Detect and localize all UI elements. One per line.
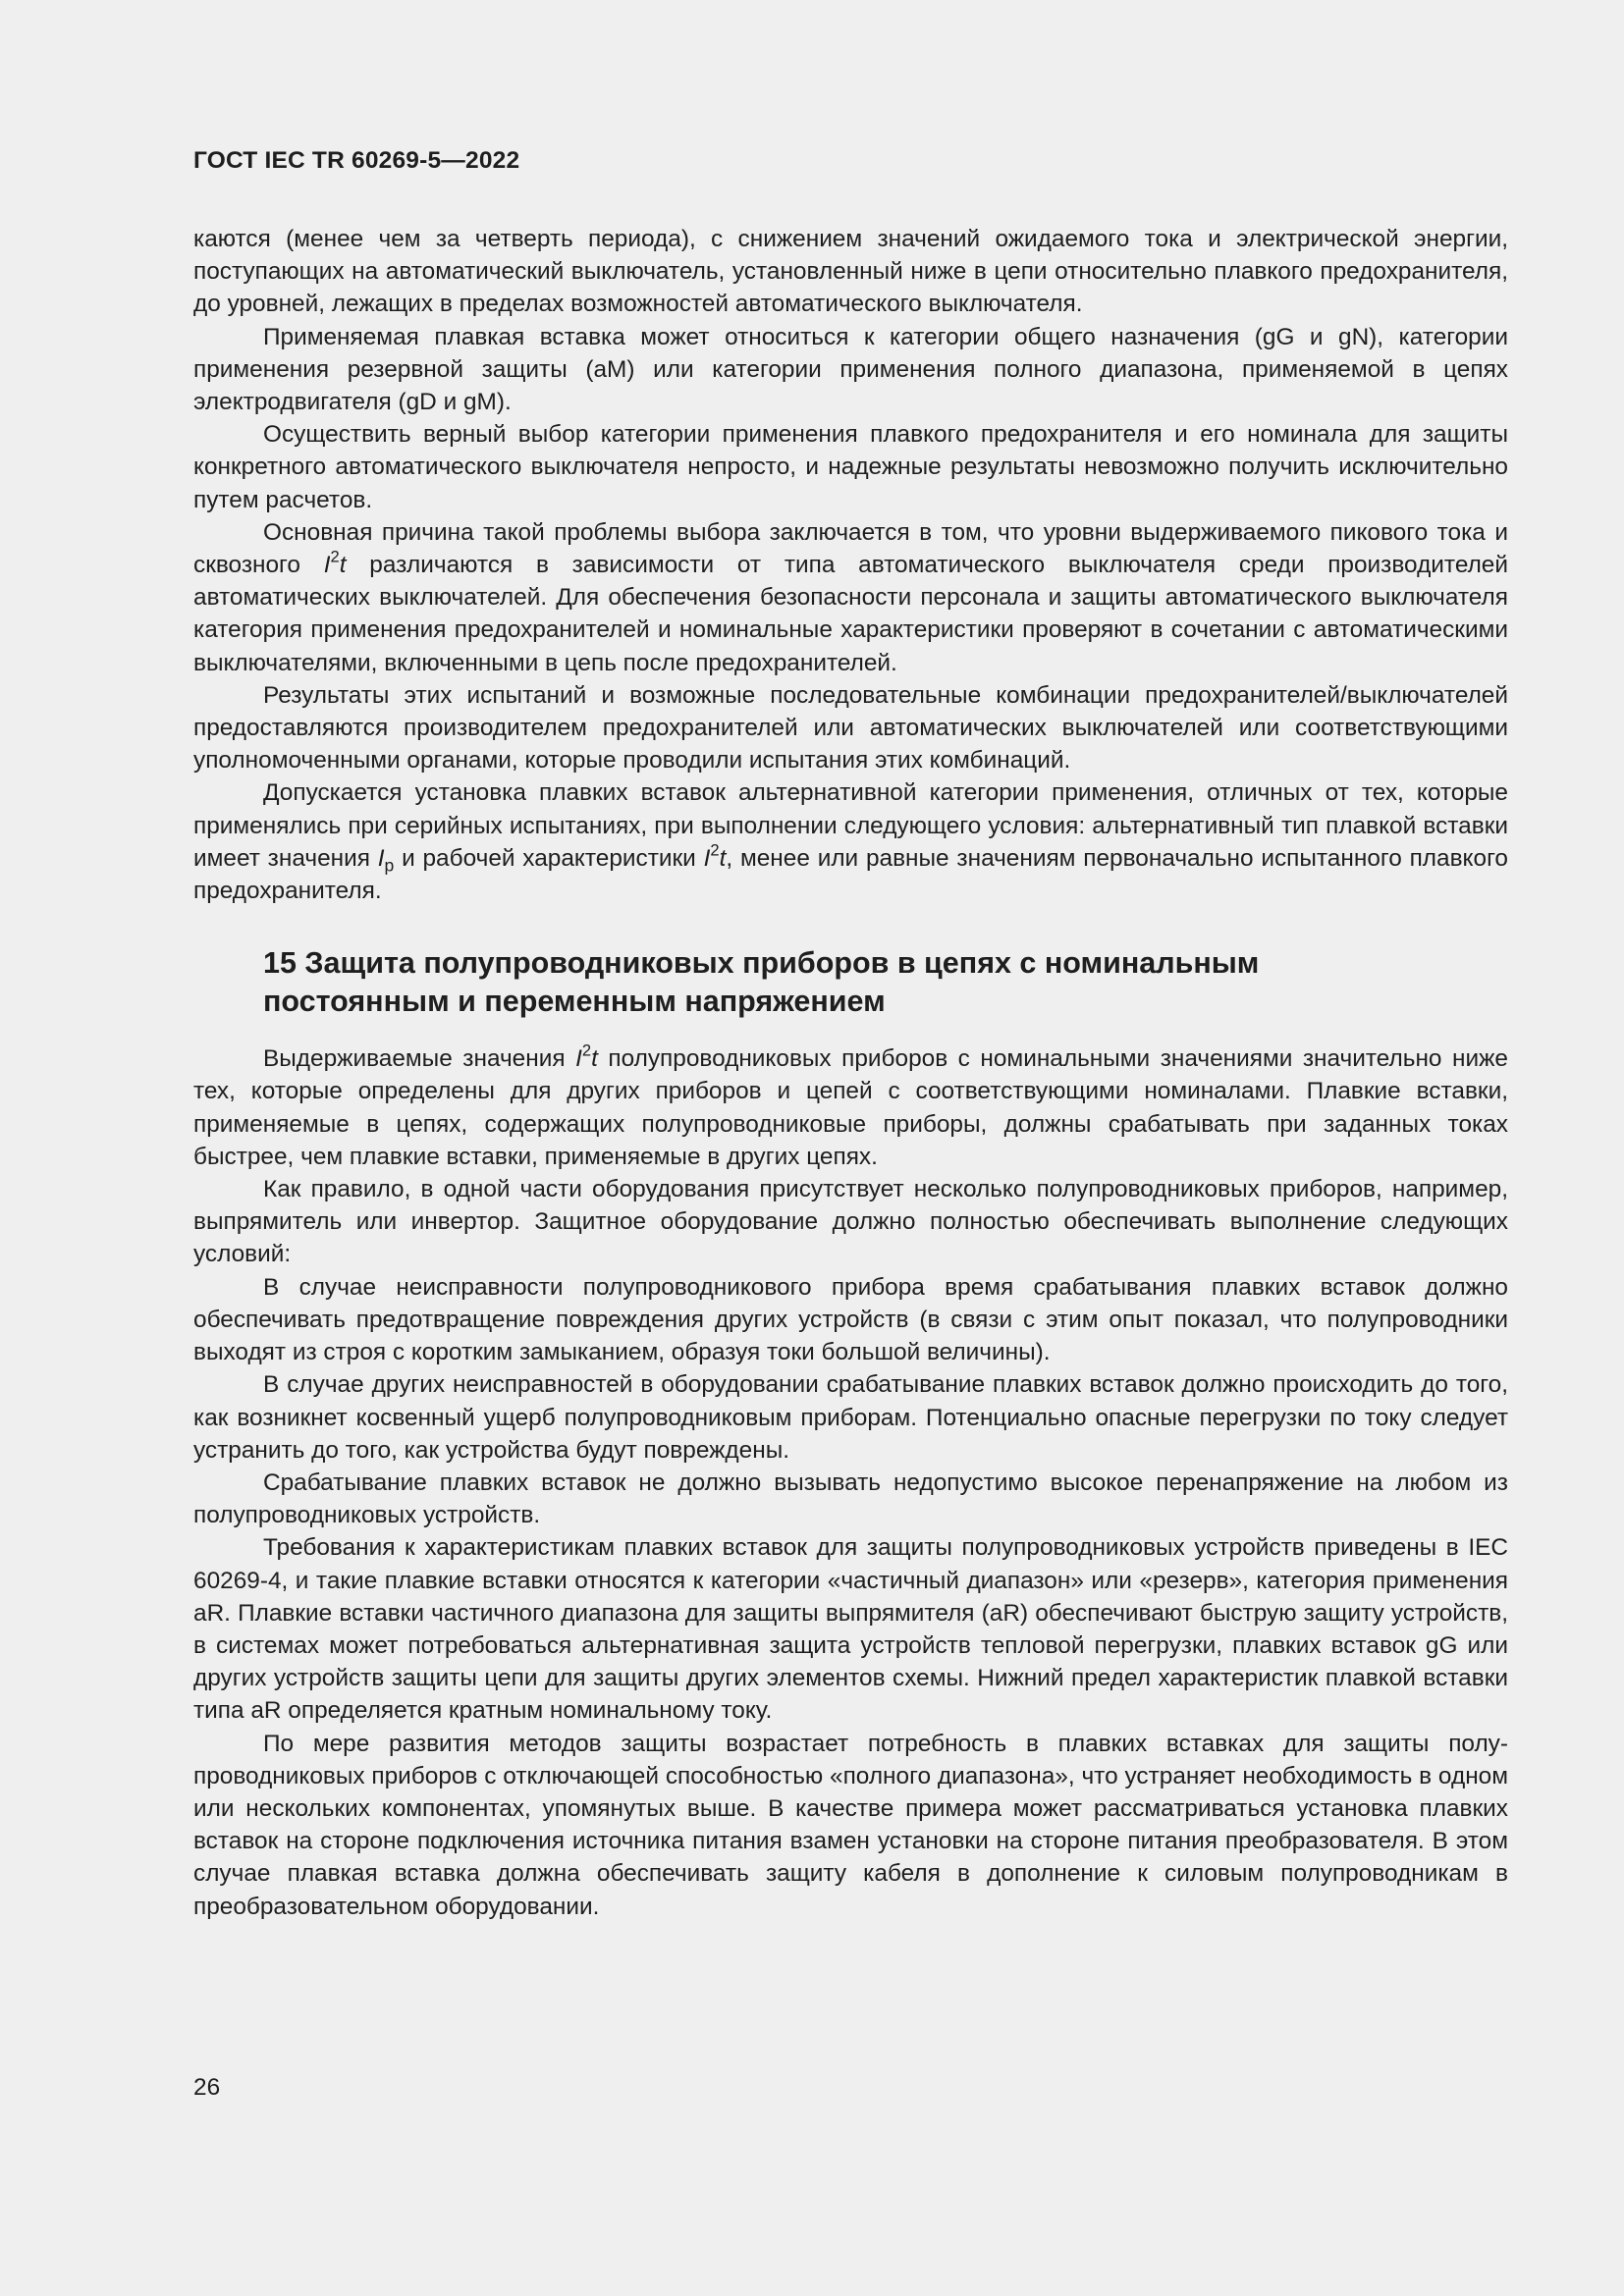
page-number: 26 [193,2074,221,2101]
paragraph-continuation: каются (менее чем за четверть периода), с снижением значений ожидаемого тока и электрической энергии, поступающих на автоматический выключатель, установленный ниже в цепи относительно плавкого предохранителя, до уровней, лежащих в пределах возможностей автоматического выключателя. [193,226,1508,318]
paragraph-fuse-categories: Применяемая плавкая вставка может относиться к категории общего назначения (gG и gN), категории применения резервной защиты (aM) или категории применения полного диапазона, применяемой в цепях электродвигателя (gD и gM). [193,323,1508,416]
paragraph-test-results: Результаты этих испытаний и возможные последовательные комбинации предохранителей/выключателей предоставляются производителем предохранителей или автоматических выключателей или соответствующими уполномоченными органами, которые проводили испытания этих комбинаций. [193,681,1508,774]
paragraph-selection-problem: Основная причина такой проблемы выбора заключается в том, что уровни выдерживаемого пикового тока и сквозного $I^2t$ различаются в зависимости от типа автоматического выключателя среди производителей автоматических выключателей. Для обеспечения безопасности персонала и защиты автоматического выключателя категория применения предохранителей и номинальные характеристики проверяют в сочетании с автоматическими выключателями, включенными в цепь после предохранителей. [193,518,1508,676]
paragraph-condition-overvoltage: Срабатывание плавких вставок не должно вызывать недопустимо высокое перенапряжение на любом из полупроводниковых устройств. [193,1468,1508,1529]
paragraph-alternative-fuses: Допускается установка плавких вставок альтернативной категории применения, отличных от тех, которые применялись при серийных испытаниях, при выполнении следующего условия: альтернативный тип плавкой вставки имеет значения $I_p$ и рабочей характеристики $I^2t$, менее или равные значениям первоначально испытанного плавкого предохранителя. [193,779,1508,905]
paragraph-condition-failure: В случае неисправности полупроводникового прибора время срабатывания плавких вставок должно обеспечивать предотвращение повреждения других устройств (в связи с этим опыт показал, что полупроводники выходят из строя с коротким замыканием, образуя токи большой величины). [193,1273,1508,1366]
section-heading: 15 Защита полупроводниковых приборов в цепях с номинальным постоянным и переменным напряжением [263,946,1260,1019]
document-code-header: ГОСТ IEC TR 60269-5—2022 [193,147,520,174]
paragraph-ar-requirements: Требования к характеристикам плавких вставок для защиты полупроводниковых устройств приведены в IEC 60269-4, и такие плавкие вставки относятся к категории «частичный диапазон» или «резерв», категория применения aR. Плавкие вставки частичного диапазона для защиты выпрямителя (aR) обеспечивают быструю защиту устройств, в системах может потребоваться альтернативная защита устройств тепловой перегрузки, плавких вставок gG или других устройств защиты цепи для защиты других элементов схемы. Нижний предел характеристик плавкой вставки типа aR определяется кратным номинальному току. [193,1534,1508,1725]
paragraph-condition-other-faults: В случае других неисправностей в оборудовании срабатывание плавких вставок должно происходить до того, как возникнет косвенный ущерб полупроводниковым приборам. Потенциально опасные перегрузки по току следует устранить до того, как устройства будут повреждены. [193,1371,1508,1464]
paragraph-semiconductor-withstand: Выдерживаемые значения $I^2t$ полупроводниковых приборов с номинальными значениями значительно ниже тех, которые определены для других приборов и цепей с соответствующими номиналами. Плавкие вставки, применяемые в цепях, содержащих полупроводниковые приборы, должны срабатывать при заданных токах быстрее, чем плавкие вставки, применяемые в других цепях. [193,1041,1508,1170]
body-text [193,223,1508,1923]
paragraph-full-range-protection: По мере развития методов защиты возрастает потребность в плавких вставках для защиты полупроводниковых приборов с отключающей способностью «полного диапазона», что устраняет необходимость в одном или нескольких компонентах, упомянутых выше. В качестве примера может рассматриваться установка плавких вставок на стороне подключения источника питания взамен установки на стороне питания преобразователя. В этом случае плавкая вставка должна обеспечивать защиту кабеля в дополнение к силовым полупроводникам в преобразовательном оборудовании. [193,1730,1508,1920]
paragraph-equipment-conditions: Как правило, в одной части оборудования присутствует несколько полупроводниковых приборов, например, выпрямитель или инвертор. Защитное оборудование должно полностью обеспечивать выполнение следующих условий: [193,1176,1508,1268]
paragraph-category-selection: Осуществить верный выбор категории применения плавкого предохранителя и его номинала для защиты конкретного автоматического выключателя непросто, и надежные результаты невозможно получить исключительно путем расчетов. [193,421,1508,513]
